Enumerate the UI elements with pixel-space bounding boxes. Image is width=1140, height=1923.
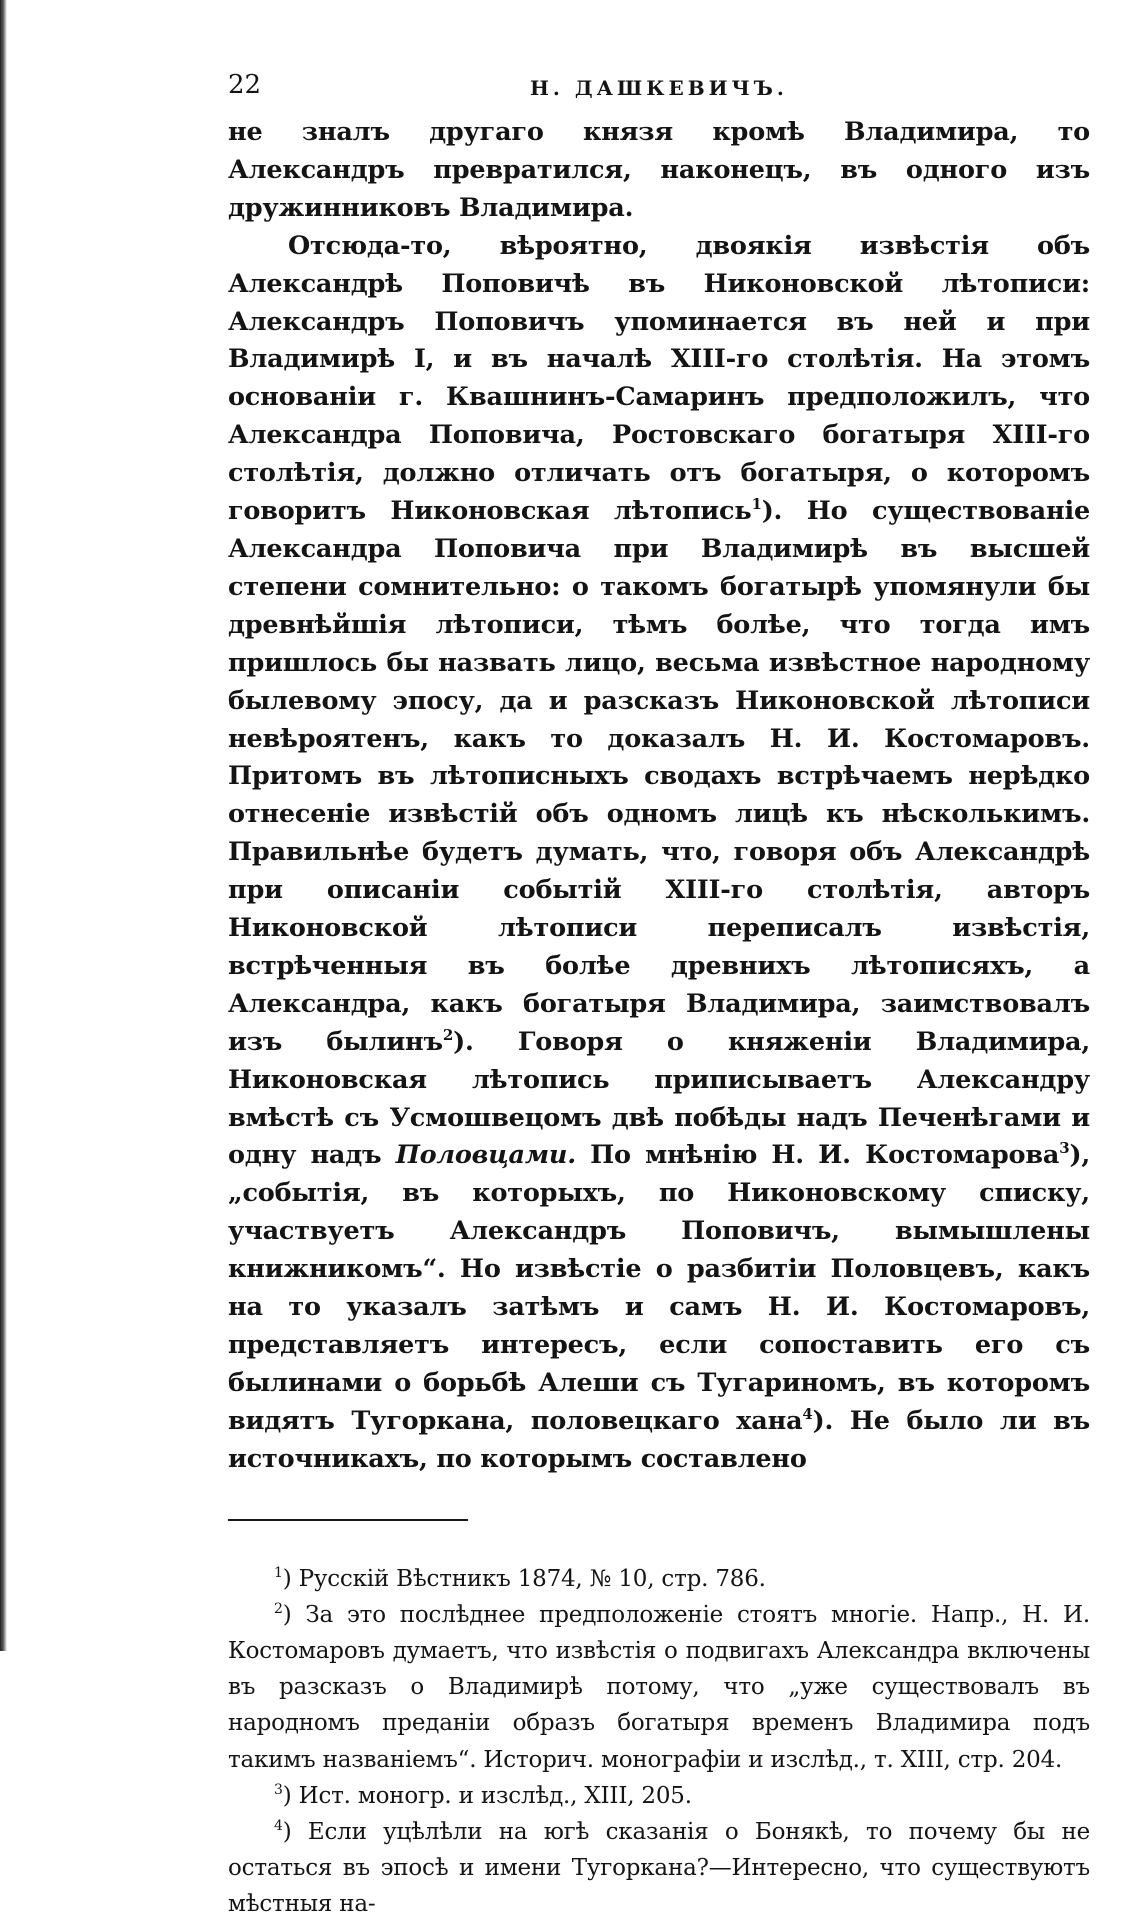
running-head: Н. ДАШКЕВИЧЪ. xyxy=(530,76,788,100)
footnote-4 xyxy=(228,1814,1090,1923)
footnote-text: ) Если уцѣлѣли на югѣ сказанія о Бонякѣ, то почему бы не остаться въ эпосѣ и имени Тугоркана?—Интересно, что существуютъ мѣстныя на- xyxy=(228,1819,1090,1918)
paragraph-1: не зналъ другаго князя кромѣ Владимира, то Александръ превратился, наконецъ, въ одного изъ дружинниковъ Владимира. xyxy=(228,117,1090,223)
paragraph-2-part-4: По мнѣнію Н. И. Костомарова xyxy=(575,1140,1060,1171)
paragraph-2-part-1: Отсюда-то, вѣроятно, двоякія извѣстія объ Александрѣ Поповичѣ въ Никоновской лѣтописи: Александръ Поповичъ упоминается въ ней и при Владимирѣ I, и въ началѣ XIII-го столѣтія. На этомъ основаніи г. Квашнинъ-Самаринъ предположилъ, что Александра Поповича, Ростовскаго богатыря XIII-го столѣтія, должно отличать отъ богатыря, о которомъ говоритъ Никоновская лѣтопись xyxy=(228,230,1090,527)
footnote-divider xyxy=(228,1519,468,1521)
footnote-2 xyxy=(228,1597,1090,1778)
paragraph-2 xyxy=(228,228,1090,1479)
paragraph-2-part-5: ), „событія, въ которыхъ, по Никоновскому списку, участвуетъ Александръ Поповичъ, вымышлены книжникомъ“. Но извѣстіе о разбитіи Половцевъ, какъ на то указалъ затѣмъ и самъ Н. И. Костомаровъ, представляетъ интересъ, если сопоставить его съ былинами о борьбѣ Алеши съ Тугариномъ, въ которомъ видятъ Тугоркана, половецкаго хана xyxy=(228,1140,1090,1436)
footnote-ref-2: 2 xyxy=(442,1025,454,1044)
italic-word: Половцами. xyxy=(395,1140,576,1171)
footnote-text: ) За это послѣднее предположеніе стоятъ многіе. Напр., Н. И. Костомаровъ думаетъ, что извѣстія о подвигахъ Александра включены въ разсказъ о Владимирѣ потому, что „уже существовалъ въ народномъ преданіи образъ богатыря временъ Владимира подъ такимъ названіемъ“. Историч. монографіи и изслѣд., т. XIII, стр. 204. xyxy=(228,1601,1090,1773)
footnote-ref-1: 1 xyxy=(751,495,762,514)
page-number: 22 xyxy=(228,70,262,100)
footnote-mark: 3 xyxy=(274,1781,283,1798)
paragraph-2-part-6: ). Не было ли въ источникахъ, по которымъ составлено xyxy=(228,1405,1090,1474)
footnote-1 xyxy=(228,1561,1090,1597)
scan-edge-shadow xyxy=(0,0,7,1651)
footnote-text: ) Русскій Вѣстникъ 1874, № 10, стр. 786. xyxy=(282,1565,766,1592)
footnote-ref-3: 3 xyxy=(1059,1139,1070,1158)
footnote-ref-4: 4 xyxy=(802,1404,813,1423)
book-page xyxy=(228,70,1090,1923)
footnote-3 xyxy=(228,1778,1090,1814)
page-header xyxy=(228,70,1090,114)
footnote-text: ) Ист. моногр. и изслѣд., XIII, 205. xyxy=(282,1782,692,1809)
main-text xyxy=(228,114,1090,1479)
paragraph-2-part-3: ). Говоря о княженіи Владимира, Никоновская лѣтопись приписываетъ Александру вмѣстѣ съ Усмошвецомъ двѣ побѣды надъ Печенѣгами и одну надъ xyxy=(228,1026,1090,1171)
paragraph-2-part-2: ). Но существованіе Александра Поповича при Владимирѣ въ высшей степени сомнительно: о такомъ богатырѣ упомянули бы древнѣйшія лѣтописи, тѣмъ болѣе, что тогда имъ пришлось бы назвать лицо, весьма извѣстное народному былевому эпосу, да и разсказъ Никоновской лѣтописи невѣроятенъ, какъ то доказалъ Н. И. Костомаровъ. Притомъ въ лѣтописныхъ сводахъ встрѣчаемъ нерѣдко отнесеніе извѣстій объ одномъ лицѣ къ нѣсколькимъ. Правильнѣе будетъ думать, что, говоря объ Александрѣ при описаніи событій XIII-го столѣтія, авторъ Никоновской лѣтописи переписалъ извѣстія, встрѣченныя въ болѣе древнихъ лѣтописяхъ, а Александра, какъ богатыря Владимира, заимствовалъ изъ былинъ xyxy=(228,496,1090,1057)
footnote-mark: 2 xyxy=(274,1600,283,1617)
footnote-mark: 1 xyxy=(274,1564,283,1581)
footnote-mark: 4 xyxy=(274,1818,283,1835)
footnotes xyxy=(228,1561,1090,1923)
